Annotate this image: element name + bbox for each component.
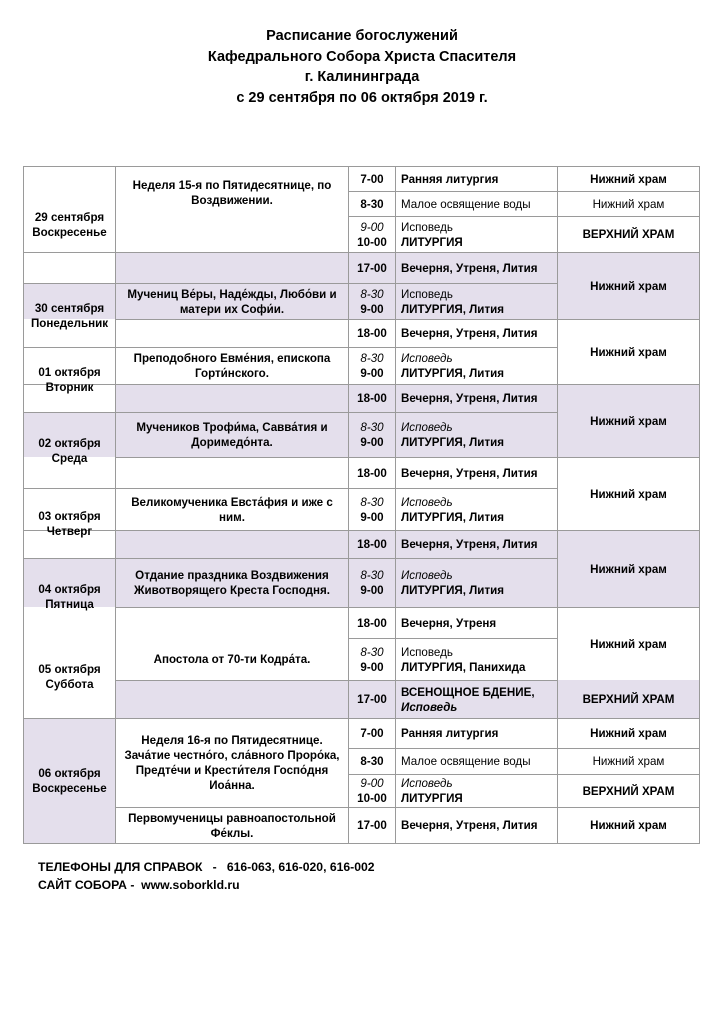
service-name: Исповедь ЛИТУРГИЯ, Лития (401, 421, 505, 449)
day-weekday: Среда (51, 451, 88, 465)
day-cell (24, 489, 115, 558)
service-time: 18-00 (357, 616, 387, 630)
day-weekday: Вторник (45, 381, 94, 394)
feast-cell: Мучеников Трофи́ма, Савва́тия и Доримедо́нта. (136, 421, 328, 449)
service-time: 8-30 9-00 (360, 287, 384, 316)
service-name: Малое освящение воды (401, 197, 531, 211)
day-weekday: Воскресенье (32, 782, 107, 795)
grid-line (699, 166, 700, 844)
service-name: Ранняя литургия (401, 172, 499, 186)
place-cell: Нижний храм (590, 487, 667, 501)
service-time: 8-30 9-00 (360, 352, 384, 380)
day-cell (24, 348, 115, 412)
service-name: Исповедь ЛИТУРГИЯ, Лития (401, 495, 505, 524)
service-time: 17-00 (357, 819, 387, 832)
place-cell: Нижний храм (590, 345, 667, 359)
title-line-2: Кафедрального Собора Христа Спасителя (207, 48, 517, 65)
service-name: Исповедь ЛИТУРГИЯ, Лития (401, 569, 505, 597)
service-time: 9-00 10-00 (357, 220, 387, 249)
day-date: 30 сентября (34, 301, 105, 315)
day-cell (24, 636, 115, 718)
footer (38, 858, 375, 894)
day-date: 01 октября (38, 366, 101, 379)
phones-line: ТЕЛЕФОНЫ ДЛЯ СПРАВОК - 616-063, 616-020, 616-002 (38, 860, 375, 874)
service-name: Вечерня, Утреня, Лития (401, 261, 538, 275)
day-cell (24, 167, 115, 283)
place-cell: Нижний храм (592, 755, 665, 768)
service-name: Исповедь ЛИТУРГИЯ, Панихида (401, 645, 526, 674)
day-weekday: Воскресенье (32, 226, 107, 239)
day-weekday: Пятница (45, 598, 94, 611)
site-line: САЙТ СОБОРА - www.soborkld.ru (38, 878, 240, 892)
day-date: 04 октября (38, 583, 101, 596)
service-name: Исповедь ЛИТУРГИЯ (401, 777, 463, 805)
service-time: 9-00 10-00 (357, 777, 387, 805)
service-time: 18-00 (357, 327, 387, 340)
feast-cell: Неделя 16-я по Пятидесятнице. Зача́тие честно́го, сла́вного Проро́ка, Предте́чи и Крести́теля Госпо́дня Иоа́нна. (124, 734, 340, 792)
service-name: ВСЕНОЩНОЕ БДЕНИЕ, Исповедь (401, 685, 535, 714)
place-cell: Нижний храм (590, 637, 667, 651)
grid-line (23, 843, 700, 844)
place-cell: Нижний храм (590, 727, 667, 740)
service-name: Исповедь ЛИТУРГИЯ, Лития (401, 352, 505, 380)
service-name: Вечерня, Утреня, Лития (401, 819, 538, 832)
day-weekday: Понедельник (30, 316, 109, 330)
day-cell (24, 559, 115, 635)
day-cell (24, 719, 115, 843)
service-time: 17-00 (357, 261, 387, 275)
service-time: 8-30 9-00 (360, 495, 384, 524)
place-cell: Нижний храм (590, 414, 667, 428)
feast-cell: Неделя 15-я по Пятидесятнице, по Воздвижении. (132, 179, 332, 207)
service-time: 18-00 (357, 466, 387, 480)
service-name: Ранняя литургия (401, 727, 499, 740)
day-weekday: Четверг (46, 524, 93, 538)
service-time: 7-00 (360, 727, 384, 740)
day-date: 02 октября (38, 436, 101, 450)
service-time: 8-30 9-00 (360, 421, 384, 449)
day-weekday: Суббота (45, 678, 94, 691)
service-name: Исповедь ЛИТУРГИЯ (401, 220, 463, 249)
service-time: 18-00 (357, 538, 387, 551)
feast-cell: Мучениц Ве́ры, Наде́жды, Любо́ви и матери их Софи́и. (127, 287, 337, 316)
day-date: 05 октября (38, 663, 101, 676)
feast-cell: Первомученицы равноапостольной Фе́клы. (128, 811, 336, 840)
feast-cell: Преподобного Евме́ния, епископа Горти́нского. (133, 352, 331, 380)
service-name: Вечерня, Утреня, Лития (401, 392, 538, 405)
service-time: 17-00 (357, 693, 387, 706)
feast-cell: Апостола от 70-ти Кодра́та. (153, 653, 311, 666)
place-cell: Нижний храм (590, 819, 667, 832)
title-line-3: г. Калининграда (304, 69, 420, 85)
title-line-1: Расписание богослужений (266, 28, 458, 44)
title-line-4: с 29 сентября по 06 октября 2019 г. (236, 89, 488, 106)
service-time: 8-30 (360, 197, 384, 211)
service-time: 8-30 (360, 755, 384, 768)
service-name: Вечерня, Утреня (401, 616, 497, 630)
place-cell: Нижний храм (590, 172, 667, 186)
page-title (0, 26, 724, 108)
day-date: 03 октября (38, 509, 101, 523)
service-time: 18-00 (357, 392, 387, 405)
day-cell (24, 284, 115, 347)
place-cell: ВЕРХНИЙ ХРАМ (582, 784, 675, 798)
service-time: 8-30 9-00 (360, 569, 384, 597)
day-cell (24, 413, 115, 488)
place-cell: Нижний храм (592, 197, 665, 211)
service-name: Вечерня, Утреня, Лития (401, 466, 538, 480)
service-name: Вечерня, Утреня, Лития (401, 327, 538, 340)
service-time: 8-30 9-00 (360, 645, 384, 674)
service-name: Исповедь ЛИТУРГИЯ, Лития (401, 287, 505, 316)
place-cell: Нижний храм (590, 562, 667, 576)
place-cell: ВЕРХНИЙ ХРАМ (582, 693, 675, 706)
place-cell: Нижний храм (590, 279, 667, 293)
service-name: Малое освящение воды (401, 755, 531, 768)
day-date: 29 сентября (34, 211, 105, 224)
schedule-table (23, 166, 700, 844)
place-cell: ВЕРХНИЙ ХРАМ (582, 228, 675, 241)
feast-cell: Отдание праздника Воздвижения Животворящего Креста Господня. (134, 569, 330, 597)
day-date: 06 октября (38, 767, 101, 780)
feast-cell: Великомученика Евста́фия и иже с ним. (131, 495, 333, 524)
service-name: Вечерня, Утреня, Лития (401, 538, 538, 551)
service-time: 7-00 (360, 172, 384, 186)
